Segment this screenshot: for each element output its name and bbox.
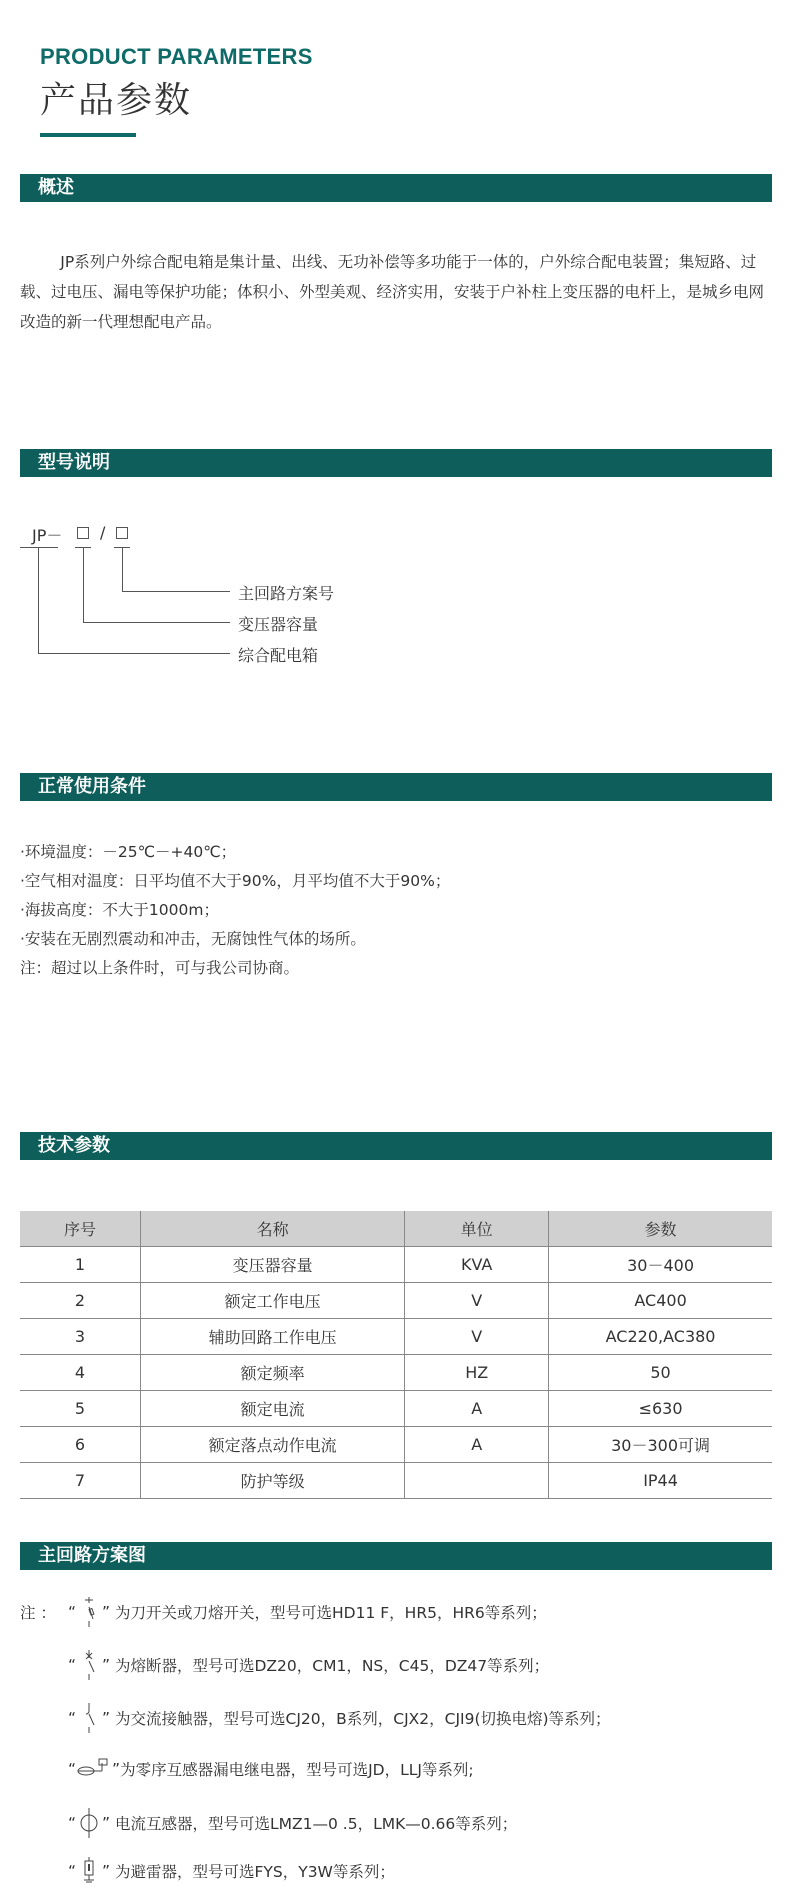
table-cell: 1 bbox=[20, 1247, 141, 1283]
table-cell: 5 bbox=[20, 1391, 141, 1427]
table-cell bbox=[405, 1463, 549, 1499]
table-row bbox=[20, 1355, 772, 1391]
table-header-cell: 名称 bbox=[141, 1211, 405, 1247]
table-cell: 2 bbox=[20, 1283, 141, 1319]
table-header-row bbox=[20, 1211, 772, 1247]
circuit-note-prefix: 注 ： bbox=[20, 1604, 56, 1622]
leader-horizontal-capacity bbox=[83, 622, 230, 623]
circuit-item-text: 为熔断器，型号可选DZ20，CM1，NS，C45，DZ47等系列； bbox=[115, 1657, 550, 1675]
table-row bbox=[20, 1319, 772, 1355]
table-header-cell: 参数 bbox=[549, 1211, 772, 1247]
table-cell: AC400 bbox=[549, 1283, 772, 1319]
tech-params-table bbox=[20, 1211, 772, 1499]
table-cell: V bbox=[405, 1283, 549, 1319]
table-cell: HZ bbox=[405, 1355, 549, 1391]
circuit-item-text: 为避雷器，型号可选FYS，Y3W等系列； bbox=[115, 1863, 395, 1881]
section-bar-tech: 技术参数 bbox=[20, 1132, 772, 1160]
condition-item: ·海拔高度：不大于1000m； bbox=[20, 901, 219, 919]
surge-arrester-icon bbox=[76, 1857, 102, 1885]
section-bar-overview: 概述 bbox=[20, 174, 772, 202]
leader-horizontal-jp bbox=[38, 653, 230, 654]
circuit-note-row: “ ” 为交流接触器，型号可选CJ20，B系列，CJX2，CJI9(切换电熔)等系列； bbox=[68, 1703, 611, 1733]
contactor-icon bbox=[76, 1703, 102, 1733]
table-cell: ≤630 bbox=[549, 1391, 772, 1427]
leader-vertical-jp bbox=[38, 547, 39, 653]
table-cell: 6 bbox=[20, 1427, 141, 1463]
circuit-item-text: 为刀开关或刀熔开关，型号可选HD11 F，HR5，HR6等系列； bbox=[115, 1604, 547, 1622]
table-cell: 额定落点动作电流 bbox=[141, 1427, 405, 1463]
circuit-note-row: “ ” 为熔断器，型号可选DZ20，CM1，NS，C45，DZ47等系列； bbox=[68, 1650, 549, 1680]
table-cell: 防护等级 bbox=[141, 1463, 405, 1499]
zero-sequence-transformer-icon bbox=[76, 1757, 112, 1781]
table-cell: KVA bbox=[405, 1247, 549, 1283]
table-cell: 50 bbox=[549, 1355, 772, 1391]
model-label-scheme: 主回路方案号 bbox=[238, 584, 335, 603]
table-row bbox=[20, 1247, 772, 1283]
table-header-cell: 序号 bbox=[20, 1211, 141, 1247]
table-cell: 30－400 bbox=[549, 1247, 772, 1283]
table-cell: IP44 bbox=[549, 1463, 772, 1499]
leader-vertical-scheme bbox=[122, 547, 123, 591]
table-header-cell: 单位 bbox=[405, 1211, 549, 1247]
section-bar-circuit: 主回路方案图 bbox=[20, 1542, 772, 1570]
knife-switch-icon bbox=[76, 1597, 102, 1627]
overview-text: JP系列户外综合配电箱是集计量、出线、无功补偿等多功能于一体的，户外综合配电装置；集短路、过载、过电压、漏电等保护功能；体积小、外型美观、经济实用，安装于户补柱上变压器的电杆上，是城乡电网改造的新一代理想配电产品。 bbox=[20, 253, 765, 331]
table-cell: AC220,AC380 bbox=[549, 1319, 772, 1355]
page-title-en: PRODUCT PARAMETERS bbox=[40, 44, 313, 69]
table-row bbox=[20, 1283, 772, 1319]
circuit-note-row: “ ” 为零序互感器漏电继电器，型号可选JD，LLJ等系列; bbox=[68, 1757, 474, 1781]
model-label-box: 综合配电箱 bbox=[238, 646, 319, 665]
model-code-box-capacity bbox=[77, 527, 89, 539]
table-row bbox=[20, 1391, 772, 1427]
table-cell: 辅助回路工作电压 bbox=[141, 1319, 405, 1355]
leader-vertical-capacity bbox=[83, 547, 84, 622]
circuit-note-row: “ ” 为避雷器，型号可选FYS，Y3W等系列； bbox=[68, 1857, 395, 1885]
model-code-prefix: JP－ bbox=[32, 526, 63, 545]
leader-horizontal-scheme bbox=[122, 591, 230, 592]
section-bar-conditions: 正常使用条件 bbox=[20, 773, 772, 801]
table-cell: 3 bbox=[20, 1319, 141, 1355]
table-cell: A bbox=[405, 1427, 549, 1463]
table-row bbox=[20, 1463, 772, 1499]
model-code-separator: / bbox=[100, 523, 106, 542]
circuit-item-text: 电流互感器，型号可选LMZ1—0 .5，LMK—0.66等系列； bbox=[115, 1815, 518, 1833]
title-underline bbox=[40, 133, 136, 137]
circuit-item-text: 为零序互感器漏电继电器，型号可选JD，LLJ等系列; bbox=[120, 1761, 474, 1779]
table-cell: 30－300可调 bbox=[549, 1427, 772, 1463]
circuit-item-text: 为交流接触器，型号可选CJ20，B系列，CJX2，CJI9(切换电熔)等系列； bbox=[115, 1710, 611, 1728]
model-label-capacity: 变压器容量 bbox=[238, 615, 319, 634]
table-cell: 7 bbox=[20, 1463, 141, 1499]
table-cell: 额定电流 bbox=[141, 1391, 405, 1427]
condition-item: ·环境温度：－25℃－+40℃； bbox=[20, 843, 237, 861]
condition-item: ·空气相对温度：日平均值不大于90%，月平均值不大于90%； bbox=[20, 872, 451, 890]
condition-note: 注：超过以上条件时，可与我公司协商。 bbox=[20, 959, 300, 977]
circuit-note-row: 注 ： “ ” 为刀开关或刀熔开关，型号可选HD11 F，HR5，HR6等系列； bbox=[20, 1597, 547, 1627]
section-bar-model: 型号说明 bbox=[20, 449, 772, 477]
page-title-cn: 产品参数 bbox=[40, 80, 193, 121]
model-code-box-scheme bbox=[116, 527, 128, 539]
table-cell: V bbox=[405, 1319, 549, 1355]
table-cell: 4 bbox=[20, 1355, 141, 1391]
circuit-note-row: “ ” 电流互感器，型号可选LMZ1—0 .5，LMK—0.66等系列； bbox=[68, 1808, 517, 1838]
condition-item: ·安装在无剧烈震动和冲击，无腐蚀性气体的场所。 bbox=[20, 930, 366, 948]
table-row bbox=[20, 1427, 772, 1463]
table-cell: 额定工作电压 bbox=[141, 1283, 405, 1319]
table-cell: 变压器容量 bbox=[141, 1247, 405, 1283]
table-cell: 额定频率 bbox=[141, 1355, 405, 1391]
table-cell: A bbox=[405, 1391, 549, 1427]
current-transformer-icon bbox=[76, 1808, 102, 1838]
leader-underline-jp bbox=[20, 547, 58, 548]
circuit-breaker-icon bbox=[76, 1650, 102, 1680]
